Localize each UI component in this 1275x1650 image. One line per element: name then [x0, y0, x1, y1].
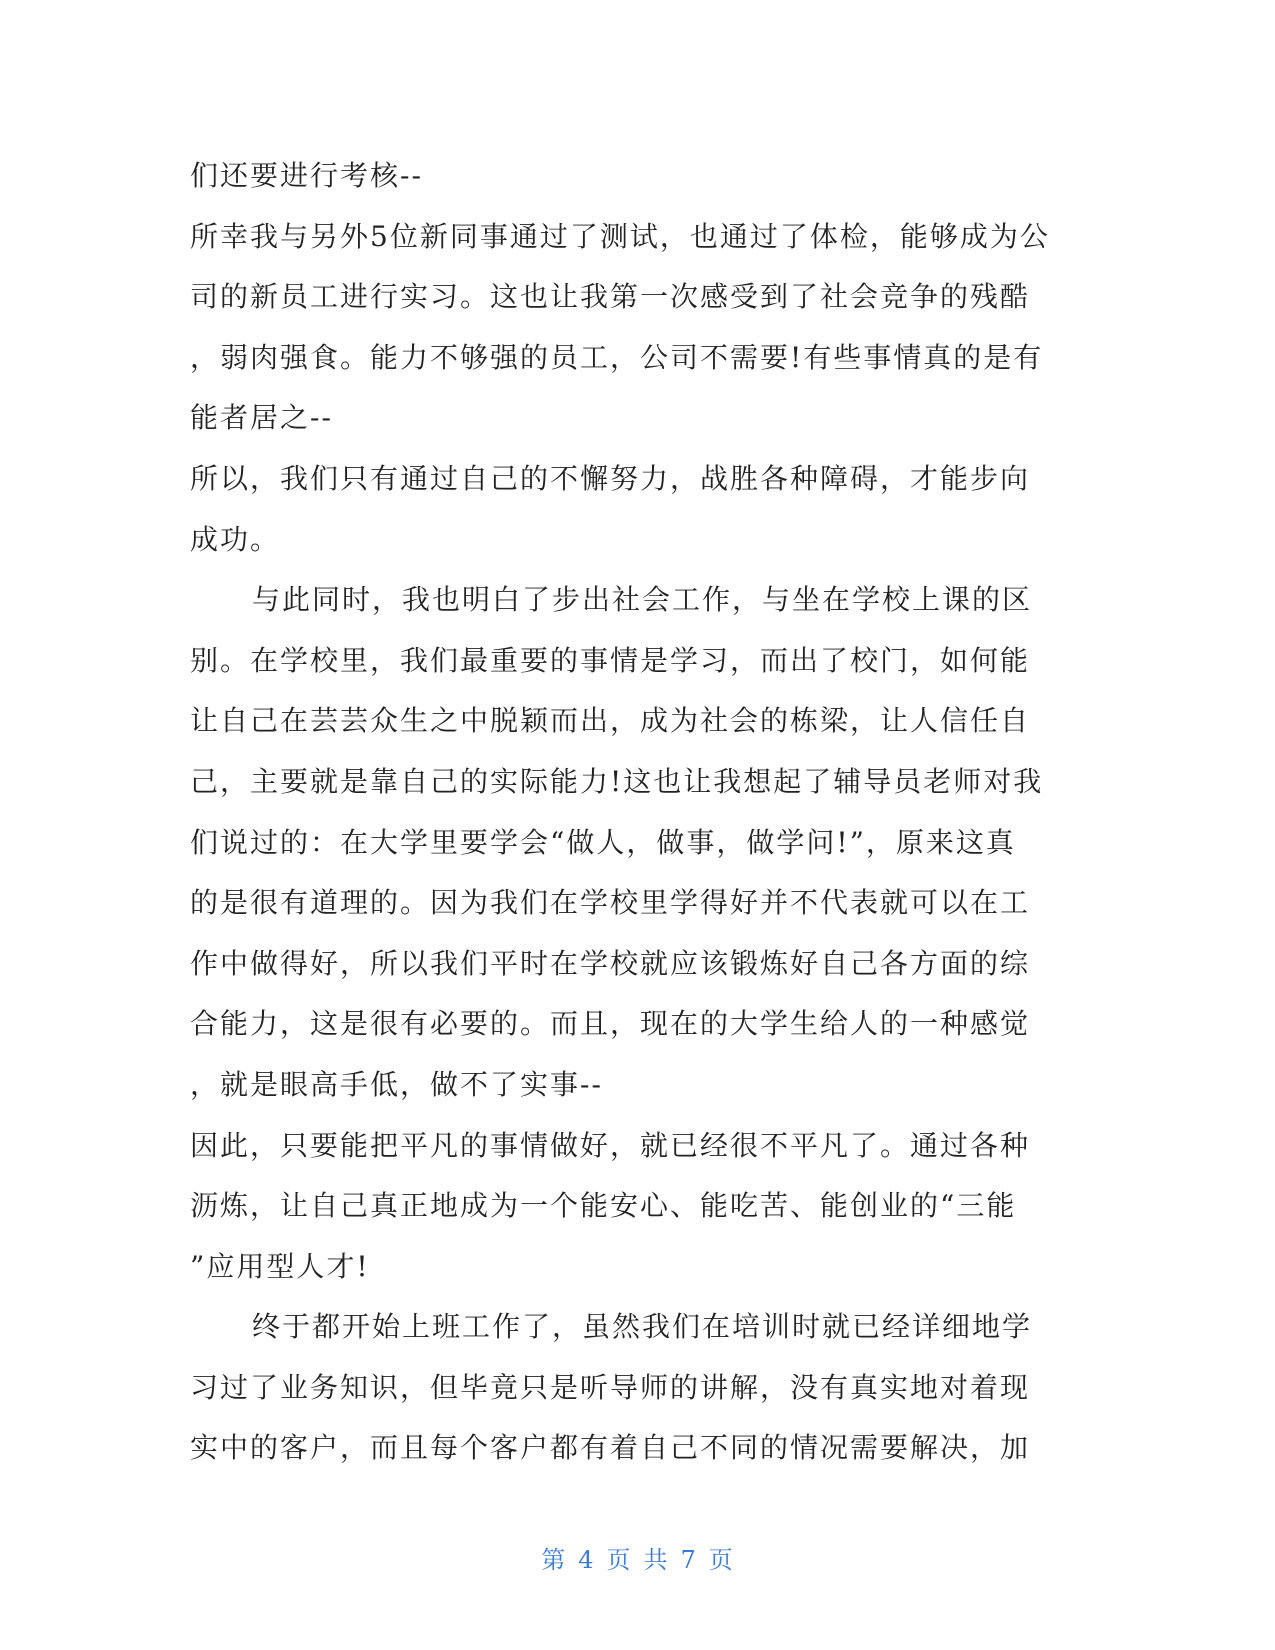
text-line: 己，主要就是靠自己的实际能力!这也让我想起了辅导员老师对我 [190, 764, 1044, 798]
text-line: 终于都开始上班工作了，虽然我们在培训时就已经详细地学 [252, 1310, 1033, 1344]
body-text [190, 146, 1090, 1479]
footer-total-word: 共 [643, 1546, 669, 1574]
text-line: ，弱肉强食。能力不够强的员工，公司不需要!有些事情真的是有 [190, 340, 1044, 374]
text-line: 能者居之-- [190, 401, 333, 435]
text-line: ”应用型人才! [190, 1249, 370, 1283]
text-line: 们还要进行考核-- [190, 159, 423, 192]
text-line: 所幸我与另外5位新同事通过了测试，也通过了体检，能够成为公 [190, 219, 1050, 253]
text-line: 合能力，这是很有必要的。而且，现在的大学生给人的一种感觉 [190, 1007, 1031, 1041]
text-line: 与此同时，我也明白了步出社会工作，与坐在学校上课的区 [252, 583, 1033, 617]
text-line: 别。在学校里，我们最重要的事情是学习，而出了校门，如何能 [190, 643, 1031, 677]
text-line: 让自己在芸芸众生之中脱颖而出，成为社会的栋梁，让人信任自 [190, 704, 1031, 738]
text-line: 所以，我们只有通过自己的不懈努力，战胜各种障碍，才能步向 [190, 461, 1031, 495]
text-line: 习过了业务知识，但毕竟只是听导师的讲解，没有真实地对着现 [190, 1370, 1031, 1404]
text-line: 沥炼，让自己真正地成为一个能安心、能吃苦、能创业的“三能 [190, 1189, 1017, 1223]
footer-total-pages: 7 [680, 1546, 697, 1574]
footer-page-word: 页 [606, 1546, 632, 1574]
text-line: 的是很有道理的。因为我们在学校里学得好并不代表就可以在工 [190, 886, 1031, 920]
text-line: 成功。 [190, 522, 281, 556]
text-line: ，就是眼高手低，做不了实事-- [190, 1067, 603, 1101]
text-line: 因此，只要能把平凡的事情做好，就已经很不平凡了。通过各种 [190, 1128, 1031, 1162]
text-line: 们说过的：在大学里要学会“做人，做事，做学问!”，原来这真 [190, 825, 1016, 859]
footer-suffix: 页 [708, 1546, 734, 1574]
footer-current-page: 4 [578, 1546, 595, 1574]
text-line: 作中做得好，所以我们平时在学校就应该锻炼好自己各方面的综 [190, 946, 1031, 980]
page-footer [0, 1540, 1275, 1575]
text-line: 司的新员工进行实习。这也让我第一次感受到了社会竞争的残酷 [190, 280, 1031, 314]
footer-prefix: 第 [541, 1546, 567, 1574]
text-line: 实中的客户，而且每个客户都有着自己不同的情况需要解决，加 [190, 1431, 1031, 1465]
